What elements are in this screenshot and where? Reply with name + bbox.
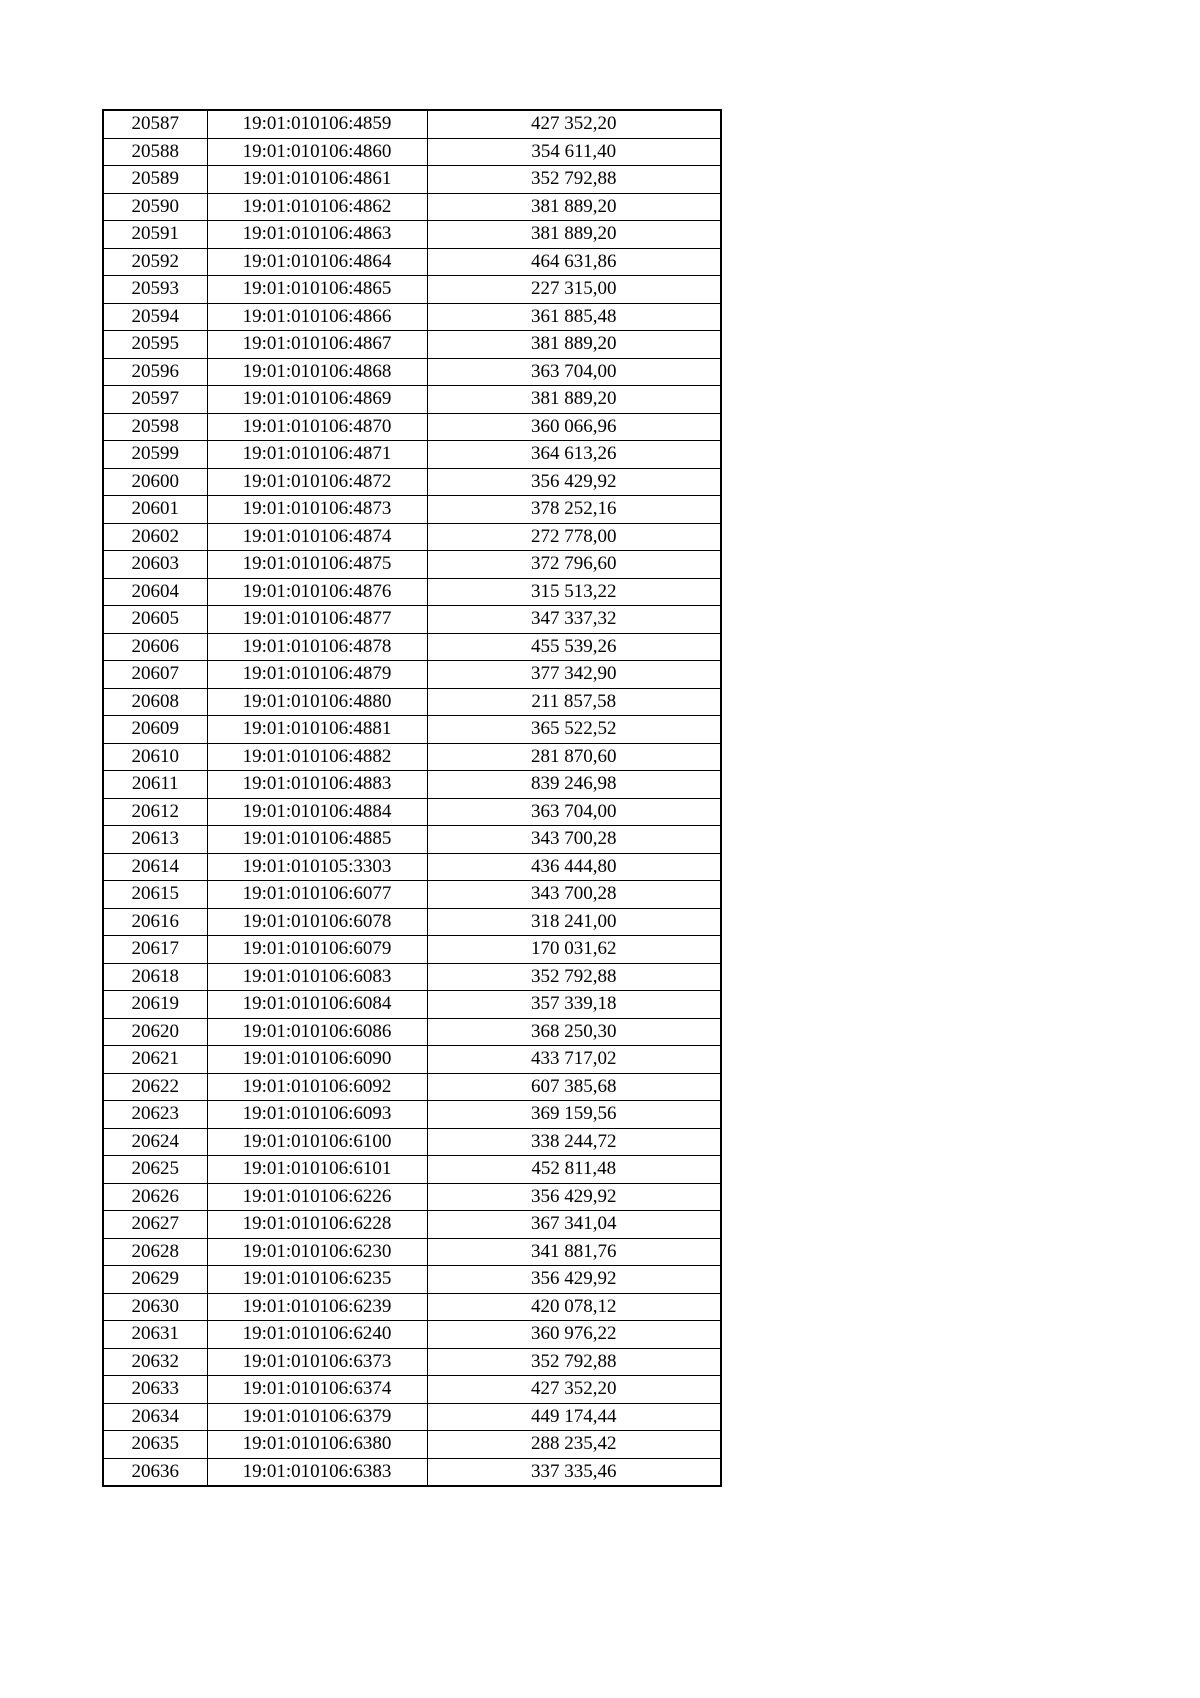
- value-cell: 381 889,20: [427, 193, 721, 221]
- value-cell: 360 976,22: [427, 1321, 721, 1349]
- cadastral-number-cell: 19:01:010106:4884: [207, 798, 427, 826]
- table-row: [103, 1018, 721, 1046]
- table-row: [103, 523, 721, 551]
- cadastral-number-cell: 19:01:010106:4878: [207, 633, 427, 661]
- cadastral-number-cell: 19:01:010106:4873: [207, 496, 427, 524]
- cadastral-number-cell: 19:01:010106:4864: [207, 248, 427, 276]
- table-row: [103, 248, 721, 276]
- value-cell: 452 811,48: [427, 1156, 721, 1184]
- cadastral-number-cell: 19:01:010106:6373: [207, 1348, 427, 1376]
- value-cell: 427 352,20: [427, 1376, 721, 1404]
- table-row: [103, 1403, 721, 1431]
- row-number-cell: 20624: [103, 1128, 207, 1156]
- value-cell: 341 881,76: [427, 1238, 721, 1266]
- row-number-cell: 20611: [103, 771, 207, 799]
- table-row: [103, 1211, 721, 1239]
- cadastral-number-cell: 19:01:010106:4879: [207, 661, 427, 689]
- table-row: [103, 1376, 721, 1404]
- table-row: [103, 441, 721, 469]
- value-cell: 352 792,88: [427, 963, 721, 991]
- table-row: [103, 826, 721, 854]
- cadastral-number-cell: 19:01:010106:4869: [207, 386, 427, 414]
- table-row: [103, 1073, 721, 1101]
- value-cell: 378 252,16: [427, 496, 721, 524]
- cadastral-number-cell: 19:01:010106:6086: [207, 1018, 427, 1046]
- table-row: [103, 1431, 721, 1459]
- cadastral-number-cell: 19:01:010106:6077: [207, 881, 427, 909]
- table-row: [103, 468, 721, 496]
- value-cell: 288 235,42: [427, 1431, 721, 1459]
- cadastral-number-cell: 19:01:010106:6380: [207, 1431, 427, 1459]
- row-number-cell: 20634: [103, 1403, 207, 1431]
- table-row: [103, 303, 721, 331]
- row-number-cell: 20587: [103, 110, 207, 138]
- value-cell: 211 857,58: [427, 688, 721, 716]
- cadastral-number-cell: 19:01:010106:4880: [207, 688, 427, 716]
- row-number-cell: 20625: [103, 1156, 207, 1184]
- table-row: [103, 221, 721, 249]
- table-row: [103, 578, 721, 606]
- table-row: [103, 413, 721, 441]
- row-number-cell: 20620: [103, 1018, 207, 1046]
- cadastral-number-cell: 19:01:010106:4881: [207, 716, 427, 744]
- table-row: [103, 1238, 721, 1266]
- value-cell: 369 159,56: [427, 1101, 721, 1129]
- table-row: [103, 1128, 721, 1156]
- cadastral-number-cell: 19:01:010106:4876: [207, 578, 427, 606]
- cadastral-number-cell: 19:01:010106:6374: [207, 1376, 427, 1404]
- value-cell: 607 385,68: [427, 1073, 721, 1101]
- row-number-cell: 20626: [103, 1183, 207, 1211]
- table-row: [103, 963, 721, 991]
- row-number-cell: 20609: [103, 716, 207, 744]
- cadastral-number-cell: 19:01:010106:4859: [207, 110, 427, 138]
- value-cell: 381 889,20: [427, 221, 721, 249]
- row-number-cell: 20608: [103, 688, 207, 716]
- value-cell: 365 522,52: [427, 716, 721, 744]
- table-body: [103, 110, 721, 1486]
- value-cell: 420 078,12: [427, 1293, 721, 1321]
- row-number-cell: 20619: [103, 991, 207, 1019]
- cadastral-number-cell: 19:01:010106:4882: [207, 743, 427, 771]
- value-cell: 464 631,86: [427, 248, 721, 276]
- table-row: [103, 853, 721, 881]
- cadastral-number-cell: 19:01:010105:3303: [207, 853, 427, 881]
- value-cell: 367 341,04: [427, 1211, 721, 1239]
- cadastral-number-cell: 19:01:010106:6083: [207, 963, 427, 991]
- cadastral-number-cell: 19:01:010106:4860: [207, 138, 427, 166]
- row-number-cell: 20591: [103, 221, 207, 249]
- table-row: [103, 991, 721, 1019]
- row-number-cell: 20628: [103, 1238, 207, 1266]
- row-number-cell: 20594: [103, 303, 207, 331]
- cadastral-number-cell: 19:01:010106:4866: [207, 303, 427, 331]
- cadastral-number-cell: 19:01:010106:4877: [207, 606, 427, 634]
- value-cell: 356 429,92: [427, 1183, 721, 1211]
- cadastral-number-cell: 19:01:010106:4870: [207, 413, 427, 441]
- row-number-cell: 20589: [103, 166, 207, 194]
- table-row: [103, 1183, 721, 1211]
- row-number-cell: 20599: [103, 441, 207, 469]
- table-row: [103, 166, 721, 194]
- table-row: [103, 1458, 721, 1486]
- row-number-cell: 20604: [103, 578, 207, 606]
- row-number-cell: 20598: [103, 413, 207, 441]
- row-number-cell: 20614: [103, 853, 207, 881]
- value-cell: 281 870,60: [427, 743, 721, 771]
- cadastral-number-cell: 19:01:010106:6090: [207, 1046, 427, 1074]
- value-cell: 381 889,20: [427, 386, 721, 414]
- row-number-cell: 20590: [103, 193, 207, 221]
- table-row: [103, 1266, 721, 1294]
- value-cell: 427 352,20: [427, 110, 721, 138]
- row-number-cell: 20622: [103, 1073, 207, 1101]
- row-number-cell: 20610: [103, 743, 207, 771]
- row-number-cell: 20592: [103, 248, 207, 276]
- table-row: [103, 908, 721, 936]
- value-cell: 272 778,00: [427, 523, 721, 551]
- row-number-cell: 20627: [103, 1211, 207, 1239]
- table-row: [103, 1046, 721, 1074]
- cadastral-number-cell: 19:01:010106:6383: [207, 1458, 427, 1486]
- cadastral-number-cell: 19:01:010106:4883: [207, 771, 427, 799]
- row-number-cell: 20632: [103, 1348, 207, 1376]
- row-number-cell: 20605: [103, 606, 207, 634]
- table-row: [103, 716, 721, 744]
- row-number-cell: 20595: [103, 331, 207, 359]
- row-number-cell: 20617: [103, 936, 207, 964]
- value-cell: 227 315,00: [427, 276, 721, 304]
- row-number-cell: 20629: [103, 1266, 207, 1294]
- table-row: [103, 1321, 721, 1349]
- value-cell: 318 241,00: [427, 908, 721, 936]
- row-number-cell: 20597: [103, 386, 207, 414]
- table-row: [103, 496, 721, 524]
- value-cell: 343 700,28: [427, 881, 721, 909]
- table-row: [103, 1293, 721, 1321]
- cadastral-number-cell: 19:01:010106:6101: [207, 1156, 427, 1184]
- cadastral-number-cell: 19:01:010106:6239: [207, 1293, 427, 1321]
- cadastral-number-cell: 19:01:010106:6092: [207, 1073, 427, 1101]
- data-table: [102, 109, 722, 1487]
- table-row: [103, 771, 721, 799]
- row-number-cell: 20603: [103, 551, 207, 579]
- cadastral-number-cell: 19:01:010106:4871: [207, 441, 427, 469]
- value-cell: 433 717,02: [427, 1046, 721, 1074]
- value-cell: 455 539,26: [427, 633, 721, 661]
- table-row: [103, 193, 721, 221]
- table-row: [103, 798, 721, 826]
- cadastral-number-cell: 19:01:010106:4874: [207, 523, 427, 551]
- cadastral-number-cell: 19:01:010106:6228: [207, 1211, 427, 1239]
- table-row: [103, 358, 721, 386]
- cadastral-number-cell: 19:01:010106:6379: [207, 1403, 427, 1431]
- value-cell: 363 704,00: [427, 358, 721, 386]
- value-cell: 364 613,26: [427, 441, 721, 469]
- value-cell: 356 429,92: [427, 468, 721, 496]
- row-number-cell: 20618: [103, 963, 207, 991]
- value-cell: 372 796,60: [427, 551, 721, 579]
- row-number-cell: 20615: [103, 881, 207, 909]
- row-number-cell: 20606: [103, 633, 207, 661]
- value-cell: 381 889,20: [427, 331, 721, 359]
- table-row: [103, 276, 721, 304]
- table-row: [103, 110, 721, 138]
- row-number-cell: 20607: [103, 661, 207, 689]
- cadastral-number-cell: 19:01:010106:4872: [207, 468, 427, 496]
- cadastral-number-cell: 19:01:010106:4867: [207, 331, 427, 359]
- table-row: [103, 331, 721, 359]
- cadastral-number-cell: 19:01:010106:6100: [207, 1128, 427, 1156]
- table-row: [103, 633, 721, 661]
- row-number-cell: 20633: [103, 1376, 207, 1404]
- cadastral-number-cell: 19:01:010106:6084: [207, 991, 427, 1019]
- value-cell: 363 704,00: [427, 798, 721, 826]
- row-number-cell: 20636: [103, 1458, 207, 1486]
- row-number-cell: 20630: [103, 1293, 207, 1321]
- value-cell: 347 337,32: [427, 606, 721, 634]
- row-number-cell: 20623: [103, 1101, 207, 1129]
- cadastral-number-cell: 19:01:010106:6240: [207, 1321, 427, 1349]
- row-number-cell: 20600: [103, 468, 207, 496]
- cadastral-number-cell: 19:01:010106:6230: [207, 1238, 427, 1266]
- value-cell: 357 339,18: [427, 991, 721, 1019]
- table-row: [103, 386, 721, 414]
- value-cell: 839 246,98: [427, 771, 721, 799]
- row-number-cell: 20612: [103, 798, 207, 826]
- table-row: [103, 936, 721, 964]
- value-cell: 352 792,88: [427, 166, 721, 194]
- row-number-cell: 20602: [103, 523, 207, 551]
- value-cell: 354 611,40: [427, 138, 721, 166]
- cadastral-number-cell: 19:01:010106:4865: [207, 276, 427, 304]
- value-cell: 343 700,28: [427, 826, 721, 854]
- cadastral-number-cell: 19:01:010106:6078: [207, 908, 427, 936]
- value-cell: 315 513,22: [427, 578, 721, 606]
- cadastral-number-cell: 19:01:010106:6093: [207, 1101, 427, 1129]
- table-row: [103, 606, 721, 634]
- row-number-cell: 20616: [103, 908, 207, 936]
- value-cell: 436 444,80: [427, 853, 721, 881]
- value-cell: 352 792,88: [427, 1348, 721, 1376]
- row-number-cell: 20593: [103, 276, 207, 304]
- cadastral-number-cell: 19:01:010106:4863: [207, 221, 427, 249]
- table-row: [103, 1101, 721, 1129]
- value-cell: 356 429,92: [427, 1266, 721, 1294]
- value-cell: 361 885,48: [427, 303, 721, 331]
- cadastral-number-cell: 19:01:010106:4862: [207, 193, 427, 221]
- table-row: [103, 743, 721, 771]
- value-cell: 360 066,96: [427, 413, 721, 441]
- row-number-cell: 20596: [103, 358, 207, 386]
- row-number-cell: 20621: [103, 1046, 207, 1074]
- value-cell: 377 342,90: [427, 661, 721, 689]
- value-cell: 170 031,62: [427, 936, 721, 964]
- cadastral-number-cell: 19:01:010106:6226: [207, 1183, 427, 1211]
- row-number-cell: 20588: [103, 138, 207, 166]
- table-row: [103, 881, 721, 909]
- cadastral-number-cell: 19:01:010106:4875: [207, 551, 427, 579]
- cadastral-number-cell: 19:01:010106:4861: [207, 166, 427, 194]
- cadastral-number-cell: 19:01:010106:4885: [207, 826, 427, 854]
- value-cell: 449 174,44: [427, 1403, 721, 1431]
- row-number-cell: 20635: [103, 1431, 207, 1459]
- table-row: [103, 138, 721, 166]
- table-row: [103, 688, 721, 716]
- cadastral-number-cell: 19:01:010106:6235: [207, 1266, 427, 1294]
- value-cell: 368 250,30: [427, 1018, 721, 1046]
- table-row: [103, 661, 721, 689]
- row-number-cell: 20631: [103, 1321, 207, 1349]
- row-number-cell: 20601: [103, 496, 207, 524]
- value-cell: 337 335,46: [427, 1458, 721, 1486]
- table-row: [103, 1156, 721, 1184]
- cadastral-number-cell: 19:01:010106:4868: [207, 358, 427, 386]
- cadastral-number-cell: 19:01:010106:6079: [207, 936, 427, 964]
- row-number-cell: 20613: [103, 826, 207, 854]
- table-row: [103, 1348, 721, 1376]
- table-row: [103, 551, 721, 579]
- value-cell: 338 244,72: [427, 1128, 721, 1156]
